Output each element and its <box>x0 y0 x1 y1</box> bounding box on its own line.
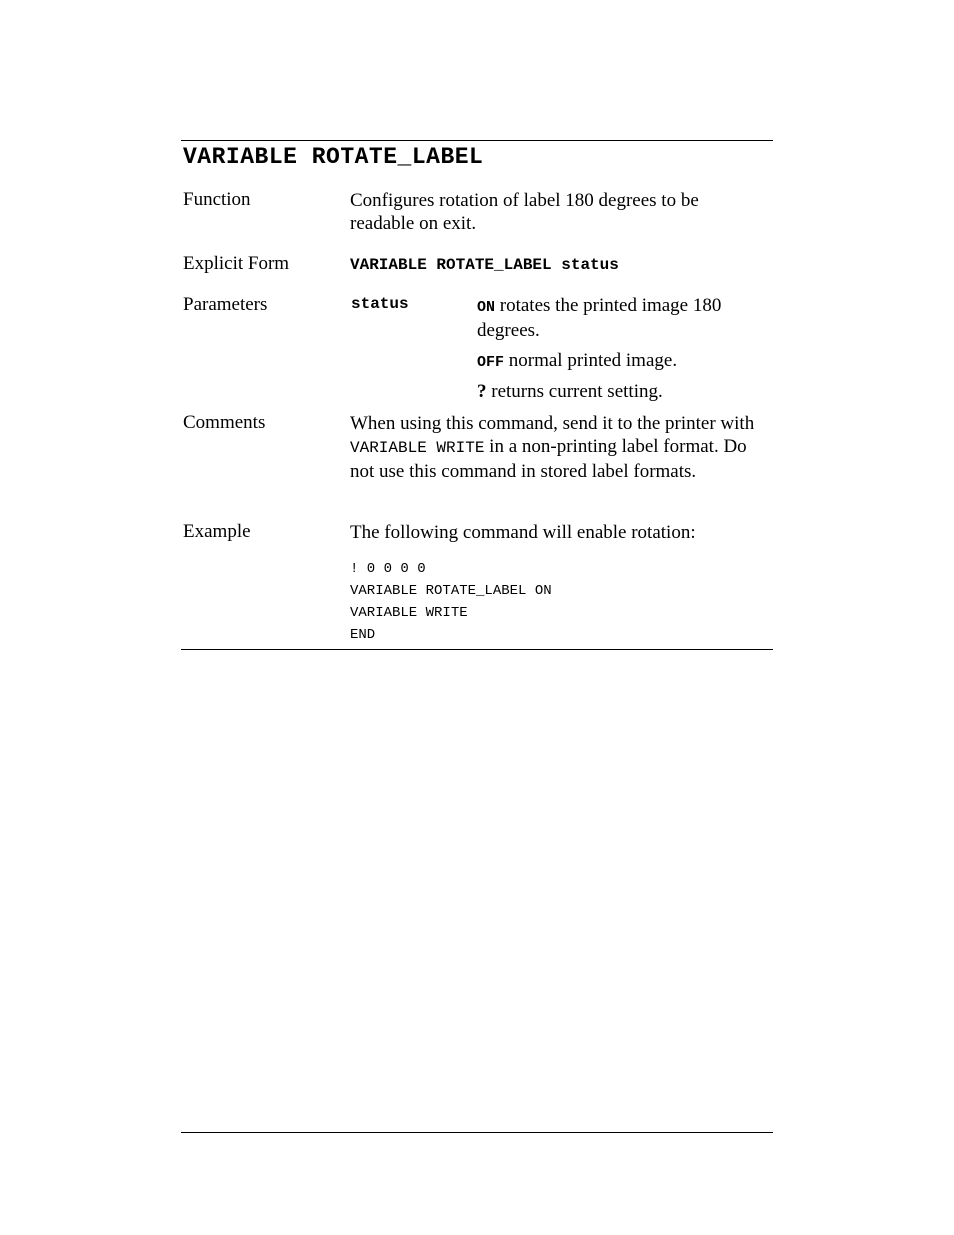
comments-inline-code: VARIABLE WRITE <box>350 439 485 457</box>
parameters-label: Parameters <box>183 294 268 315</box>
option-keyword: ? <box>477 381 487 402</box>
page-title: VARIABLE ROTATE_LABEL <box>183 144 484 170</box>
parameter-option-query <box>477 380 767 403</box>
function-text: Configures rotation of label 180 degrees to be readable on exit. <box>350 190 699 234</box>
comments-text-before: When using this command, send it to the printer with <box>350 413 755 434</box>
comments-text <box>350 412 760 483</box>
option-description: returns current setting. <box>491 381 663 402</box>
explicit-form-label: Explicit Form <box>183 253 290 274</box>
function-label: Function <box>183 189 251 210</box>
code-line: VARIABLE WRITE <box>350 605 468 621</box>
option-keyword: OFF <box>477 354 505 371</box>
code-line: ! 0 0 0 0 <box>350 561 426 577</box>
example-intro: The following command will enable rotation: <box>350 522 696 543</box>
page-footer-rule <box>181 1132 773 1133</box>
parameter-name: status <box>351 295 409 313</box>
top-rule <box>181 140 773 141</box>
example-label: Example <box>183 521 251 542</box>
parameter-option-off <box>477 349 767 374</box>
comments-text-after: in a non-printing label format. Do not use this command in stored label formats. <box>350 436 747 482</box>
explicit-form-code: VARIABLE ROTATE_LABEL status <box>350 256 619 274</box>
code-line: VARIABLE ROTATE_LABEL ON <box>350 583 552 599</box>
comments-label: Comments <box>183 412 266 433</box>
parameter-option-on <box>477 294 767 342</box>
code-line: END <box>350 627 376 643</box>
option-description: rotates the printed image 180 degrees. <box>477 295 722 341</box>
option-description: normal printed image. <box>508 350 678 371</box>
option-keyword: ON <box>477 299 496 316</box>
section-bottom-rule <box>181 649 773 650</box>
